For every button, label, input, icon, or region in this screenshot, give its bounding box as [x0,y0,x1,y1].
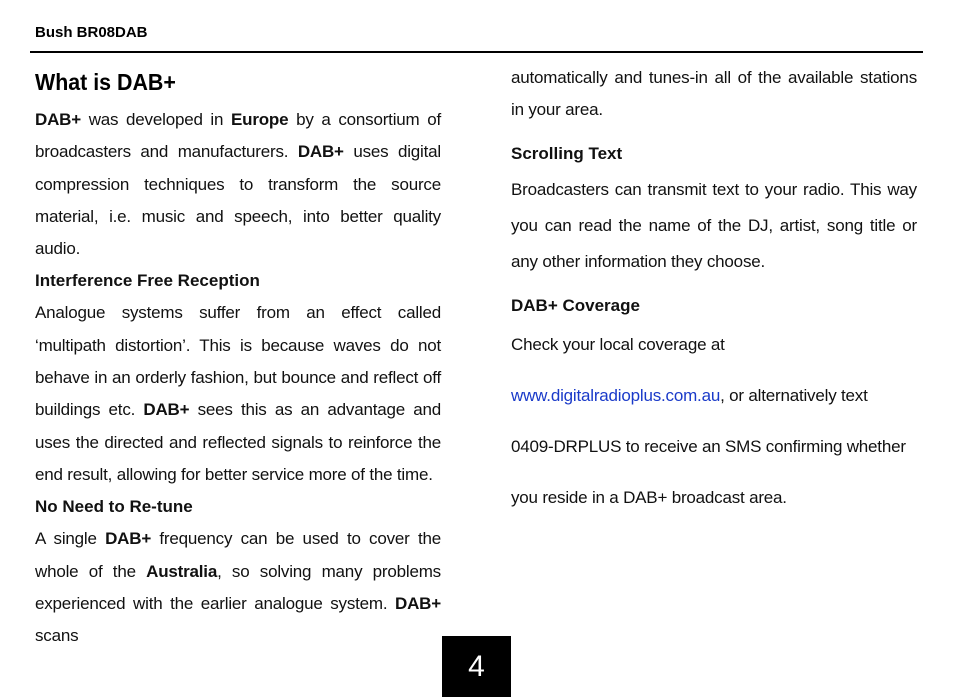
subheading-interference: Interference Free Reception [35,271,260,291]
page-number: 4 [468,649,485,683]
sms-line: 0409-DRPLUS to receive an SMS confirming whether [511,437,906,456]
subheading-scrolling-text: Scrolling Text [511,144,623,163]
dab-term: DAB+ [105,529,152,549]
dab-term: DAB+ [143,400,190,420]
text-run: , so solving many problems experienced with the earlier analogue system. [35,561,441,613]
broadcast-area-line: you reside in a DAB+ broadcast area. [511,488,787,507]
left-column [35,66,441,652]
continued-paragraph: automatically and tunes-in all of the available stations in your area. [511,68,917,119]
text-run: Analogue systems suffer from an effect called ‘multipath distortion’. This is because waves do not behave in an orderly fashion, but bounce and reflect off buildings etc. [35,303,441,420]
intro-paragraph [35,104,441,265]
interference-paragraph [35,297,441,491]
retune-paragraph [35,523,441,652]
text-run: scans [35,626,79,646]
subheading-retune: No Need to Re-tune [35,497,193,517]
text-run: by a consortium of broadcasters and manufacturers. [35,110,441,162]
document-header: Bush BR08DAB [35,24,148,41]
europe-term: Europe [231,110,289,129]
australia-term: Australia [146,561,218,581]
text-run: A single [35,529,106,549]
dab-term: DAB+ [297,142,344,162]
right-column [511,62,917,508]
text-run: sees this as an advantage and uses the directed and reflected signals to reinforce the end result, allowing for better service more of the time. [35,400,441,484]
dab-term: DAB+ [35,110,81,129]
text-run: was developed in [80,110,231,129]
coverage-line: Check your local coverage at [511,335,725,354]
coverage-link[interactable]: www.digitalradioplus.com.au [511,386,721,405]
coverage-link-line [511,386,917,406]
text-run: , or alternatively text [720,386,868,405]
page-heading: What is DAB+ [35,69,176,95]
dab-term: DAB+ [395,593,441,613]
text-run: frequency can be used to cover the whole of the [35,529,441,581]
subheading-coverage: DAB+ Coverage [511,296,640,315]
text-run: uses digital compression techniques to transform the source material, i.e. music and speech, into better quality audio. [35,142,441,259]
scrolling-text-paragraph: Broadcasters can transmit text to your radio. This way you can read the name of the DJ, artist, song title or any other information they choose. [511,180,917,271]
page-number-box [442,636,511,697]
header-rule [30,51,923,53]
